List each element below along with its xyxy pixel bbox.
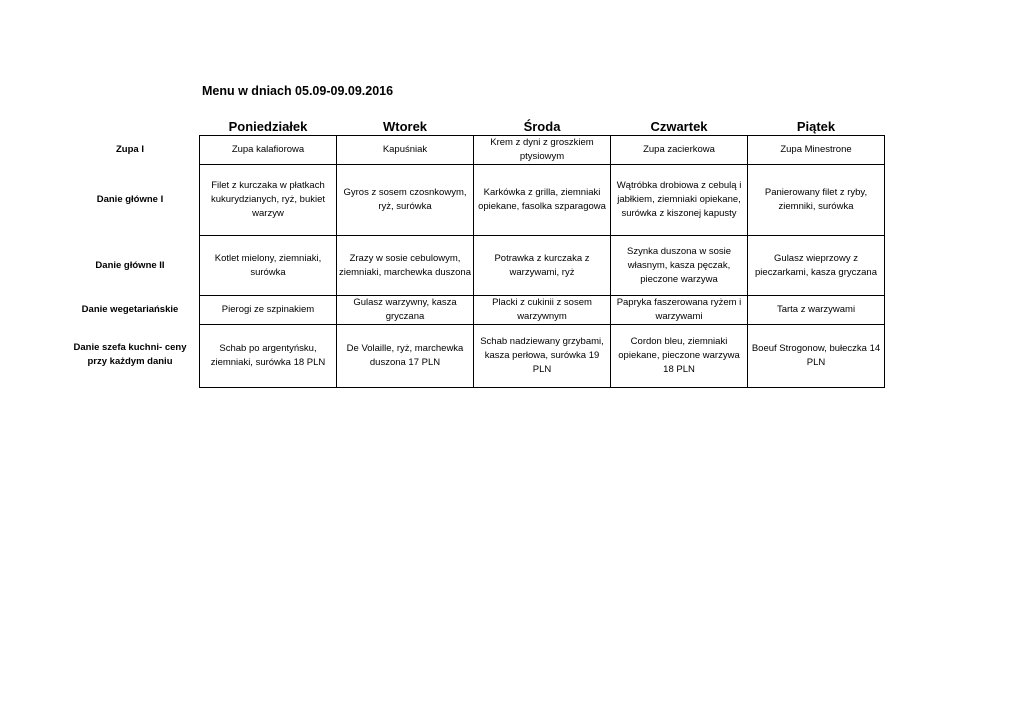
table-row	[200, 136, 885, 165]
day-header-tuesday: Wtorek	[382, 119, 428, 134]
menu-cell: Potrawka z kurczaka z warzywami, ryż	[474, 236, 611, 296]
menu-cell: Boeuf Strogonow, bułeczka 14 PLN	[748, 325, 885, 388]
day-header-friday: Piątek	[796, 119, 836, 134]
menu-cell: Wątróbka drobiowa z cebulą i jabłkiem, ziemniaki opiekane, surówka z kiszonej kapusty	[611, 165, 748, 236]
day-header-wednesday: Środa	[523, 119, 561, 134]
day-header-thursday: Czwartek	[650, 119, 708, 134]
menu-cell: Krem z dyni z groszkiem ptysiowym	[474, 136, 611, 165]
menu-cell: Schab nadziewany grzybami, kasza perłowa, surówka 19 PLN	[474, 325, 611, 388]
menu-table	[199, 135, 885, 388]
menu-cell: Panierowany filet z ryby, ziemniki, surówka	[748, 165, 885, 236]
row-label-vegetarian: Danie wegetariańskie	[81, 303, 179, 315]
menu-cell: Schab po argentyńsku, ziemniaki, surówka 18 PLN	[200, 325, 337, 388]
row-label-main-course-2: Danie główne II	[95, 259, 165, 271]
menu-cell: Gyros z sosem czosnkowym, ryż, surówka	[337, 165, 474, 236]
table-row	[200, 165, 885, 236]
row-label-main-course-1: Danie główne I	[96, 194, 164, 205]
menu-cell: Filet z kurczaka w płatkach kukurydzianych, ryż, bukiet warzyw	[200, 165, 337, 236]
menu-title: Menu w dniach 05.09-09.09.2016	[202, 84, 394, 98]
menu-cell: Karkówka z grilla, ziemniaki opiekane, fasolka szparagowa	[474, 165, 611, 236]
menu-cell: Zupa zacierkowa	[611, 136, 748, 165]
menu-cell: Kapuśniak	[337, 136, 474, 165]
table-row	[200, 325, 885, 388]
row-label-chef-special: Danie szefa kuchni- ceny przy każdym daniu	[73, 342, 187, 367]
day-header-monday: Poniedziałek	[228, 119, 308, 134]
menu-cell: Pierogi ze szpinakiem	[200, 296, 337, 325]
menu-cell: De Volaille, ryż, marchewka duszona 17 PLN	[337, 325, 474, 388]
menu-cell: Szynka duszona w sosie własnym, kasza pęczak, pieczone warzywa	[611, 236, 748, 296]
menu-cell: Zupa kalafiorowa	[200, 136, 337, 165]
menu-cell: Papryka faszerowana ryżem i warzywami	[611, 296, 748, 325]
menu-cell: Placki z cukinii z sosem warzywnym	[474, 296, 611, 325]
menu-cell: Gulasz wieprzowy z pieczarkami, kasza gryczana	[748, 236, 885, 296]
menu-cell: Zrazy w sosie cebulowym, ziemniaki, marchewka duszona	[337, 236, 474, 296]
menu-cell: Zupa Minestrone	[748, 136, 885, 165]
menu-cell: Gulasz warzywny, kasza gryczana	[337, 296, 474, 325]
menu-cell: Kotlet mielony, ziemniaki, surówka	[200, 236, 337, 296]
menu-cell: Tarta z warzywami	[748, 296, 885, 325]
table-row	[200, 236, 885, 296]
row-label-soup: Zupa I	[116, 144, 144, 155]
menu-cell: Cordon bleu, ziemniaki opiekane, pieczone warzywa 18 PLN	[611, 325, 748, 388]
table-row	[200, 296, 885, 325]
